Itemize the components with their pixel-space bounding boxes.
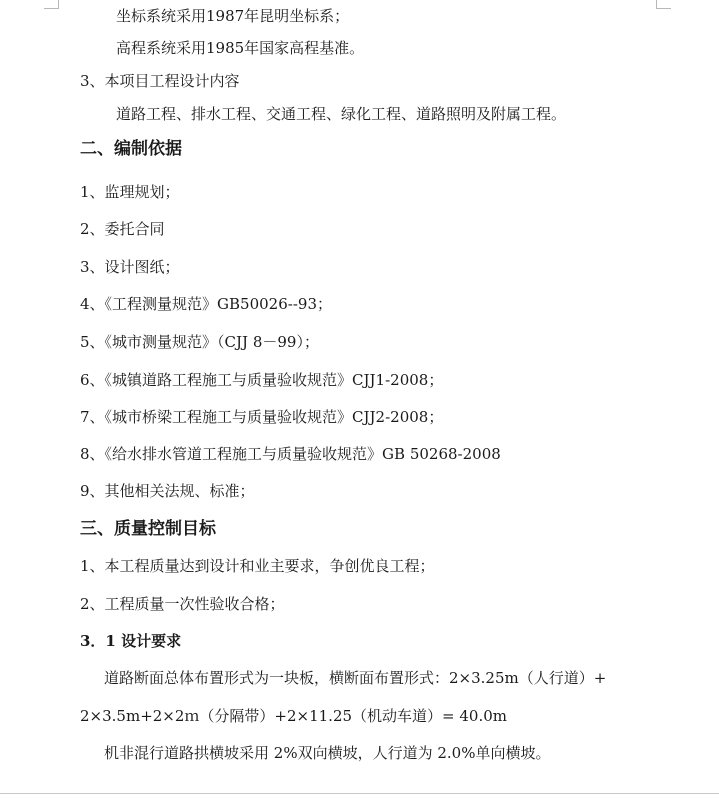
basis-item: 1、监理规划；: [80, 183, 180, 201]
basis-item: 7、《城市桥梁工程施工与质量验收规范》CJJ2-2008；: [80, 408, 444, 426]
basis-item: 3、设计图纸；: [80, 258, 180, 276]
page-bottom-rule: [0, 793, 719, 794]
subsection-heading-design-requirements: 3．1 设计要求: [80, 632, 182, 650]
design-content-item: 3、本项目工程设计内容: [80, 72, 240, 90]
coordinate-system-line: 坐标系统采用1987年昆明坐标系；: [116, 7, 350, 25]
design-content-text: 道路工程、排水工程、交通工程、绿化工程、道路照明及附属工程。: [116, 105, 567, 123]
requirement-line: 2×3.5m+2×2ｍ（分隔带）+2×11.25（机动车道）= 40.0m: [80, 707, 507, 725]
basis-item: 9、其他相关法规、标准；: [80, 482, 255, 500]
basis-item: 6、《城镇道路工程施工与质量验收规范》CJJ1-2008；: [80, 371, 444, 389]
goal-item: 1、本工程质量达到设计和业主要求，争创优良工程；: [80, 557, 435, 575]
elevation-system-line: 高程系统采用1985年国家高程基准。: [116, 39, 365, 57]
page-corner-mark-right: [656, 0, 671, 9]
basis-item: 4、《工程测量规范》GB50026--93；: [80, 295, 332, 313]
section-heading-basis: 二、编制依据: [80, 139, 182, 159]
requirement-line: 机非混行道路拱横坡采用 2%双向横坡，人行道为 2.0%单向横坡。: [104, 744, 551, 762]
section-heading-quality-goals: 三、质量控制目标: [80, 519, 216, 539]
goal-item: 2、工程质量一次性验收合格；: [80, 595, 285, 613]
basis-item: 2、委托合同: [80, 220, 165, 238]
requirement-line: 道路断面总体布置形式为一块板，横断面布置形式：2×3.25m（人行道）+: [104, 669, 607, 687]
page-corner-mark-left: [44, 0, 59, 9]
basis-item: 5、《城市测量规范》（CJJ 8－99）；: [80, 333, 319, 351]
basis-item: 8、《给水排水管道工程施工与质量验收规范》GB 50268-2008: [80, 445, 501, 463]
